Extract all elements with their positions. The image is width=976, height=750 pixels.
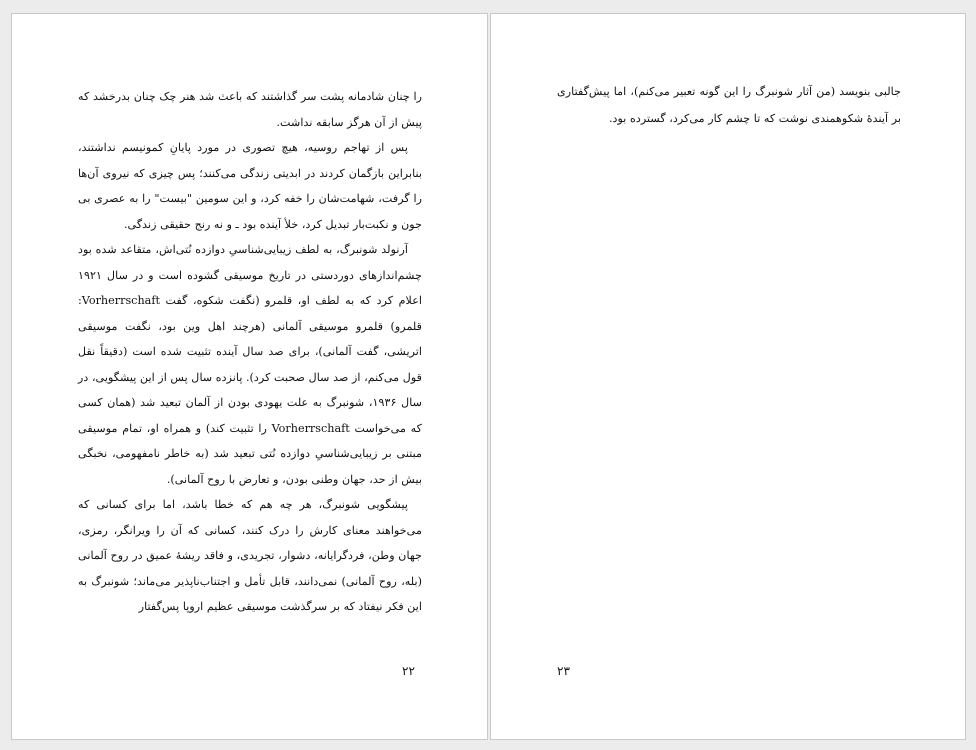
page-number: ۲۳	[557, 664, 570, 678]
paragraph: جالبی بنویسد (من آثار شونبرگ را این گونه تعبیر می‌کنم)، اما پیش‌گفتاری بر آیندهٔ شکوهمندی نوشت که تا چشم کار می‌کرد، گسترده بود.	[557, 85, 901, 125]
paragraph: پس از تهاجم روسیه، هیچ تصوری در مورد پایانِ کمونیسم نداشتند، بنابراین بازگمان کردند در ابدیتی زندگی می‌کنند؛ پس چیزی که نیروی آن‌ها را گرفت، شهامت‌شان را خفه کرد، و این سومین "بیست" را به عصری بی جون و نکبت‌بار تبدیل کرد، خلأ آینده بود ـ و نه رنج حقیقی زندگی.	[78, 141, 422, 231]
right-page	[490, 13, 966, 740]
paragraph: پیشگویی شونبرگ، هر چه هم که خطا باشد، اما برای کسانی که می‌خواهند معنای کارش را درک کنند، کسانی که آن را ویرانگر، رمزی، جهان وطن، فردگرایانه، دشوار، تجریدی، و فاقد ریشهٔ عمیق در روح آلمانی (بله، روح آلمانی) نمی‌دانند، قابل تأمل و اجتناب‌ناپذیر می‌ماند؛ شونبرگ به این فکر نیفتاد که بر سرگذشت موسیقی عظیم اروپا پس‌گفتار	[78, 498, 422, 613]
right-page-body	[557, 78, 901, 132]
paragraph: آرنولد شونبرگ، به لطف زیبایی‌شناسیِ دوازده نُتی‌اش، متقاعد شده بود چشم‌اندازهای دوردستی در تاریخ موسیقی گشوده است و در سال ۱۹۲۱ اعلام کرد که به لطف او، قلمرو (نگفت شکوه، گفت Vorherrschaft: قلمرو) قلمرو موسیقی آلمانی (هرچند اهل وین بود، نگفت موسیقی اتریشی، گفت آلمانی)، برای صد سال آینده تثبیت شده است (دقیقاً نقل قول می‌کنم، از صد سال صحبت کرد). پانزده سال پس از این پیشگویی، در سال ۱۹۳۶، شونبرگ به علت یهودی بودن از آلمان تبعید شد (همان کسی که می‌خواست Vorherrschaft را تثبیت کند) و همراه او، تمام موسیقی مبتنی بر زیبایی‌شناسیِ دوازده نُتی تبعید شد (به خاطر نامفهومی، نخبگی بیش از حد، جهان وطنی بودن، و تعارض با روح آلمانی).	[78, 243, 423, 486]
paragraph: را چنان شادمانه پشت سر گذاشتند که باعث شد هنر چک چنان بدرخشد که پیش از آن هرگز سابقه نداشت.	[78, 90, 422, 129]
page-number: ۲۲	[402, 664, 415, 678]
left-page-body	[78, 84, 422, 620]
left-page	[11, 13, 488, 740]
